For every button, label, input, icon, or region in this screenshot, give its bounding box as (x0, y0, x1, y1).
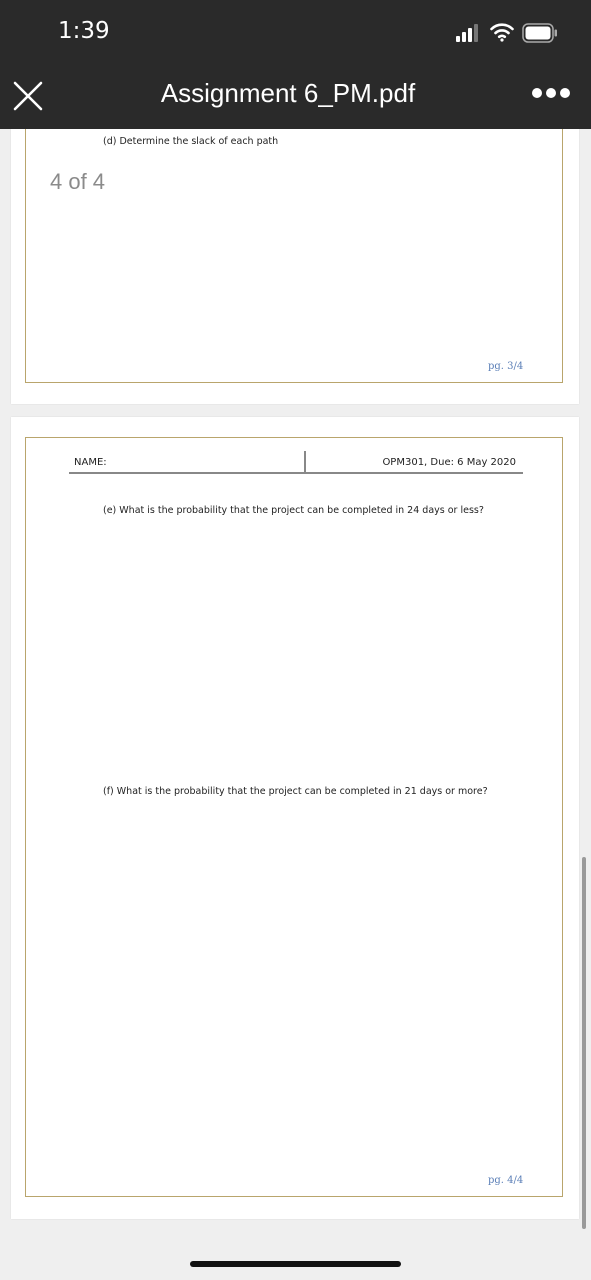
page-border (25, 437, 563, 1197)
question-f: (f) What is the probability that the project can be completed in 21 days or more? (103, 786, 488, 797)
page-number: pg. 3/4 (488, 361, 524, 372)
pdf-page-4[interactable] (11, 417, 579, 1219)
question-e: (e) What is the probability that the project can be completed in 24 days or less? (103, 505, 484, 516)
question-d: (d) Determine the slack of each path (103, 136, 279, 147)
name-underline (69, 472, 523, 474)
page-indicator: 4 of 4 (50, 169, 106, 194)
signal-icon (456, 24, 482, 42)
battery-icon (522, 23, 558, 43)
home-indicator[interactable] (190, 1261, 401, 1267)
app-header (0, 0, 591, 129)
status-time: 1:39 (58, 18, 110, 44)
more-icon[interactable] (530, 88, 570, 102)
course-label: OPM301, Due: 6 May 2020 (382, 457, 516, 468)
name-divider (304, 451, 306, 472)
wifi-icon (490, 22, 514, 42)
document-title: Assignment 6_PM.pdf (160, 78, 416, 108)
close-icon[interactable] (10, 78, 46, 114)
scrollbar[interactable] (582, 857, 586, 1229)
name-label: NAME: (74, 457, 107, 468)
page-number: pg. 4/4 (488, 1175, 524, 1186)
